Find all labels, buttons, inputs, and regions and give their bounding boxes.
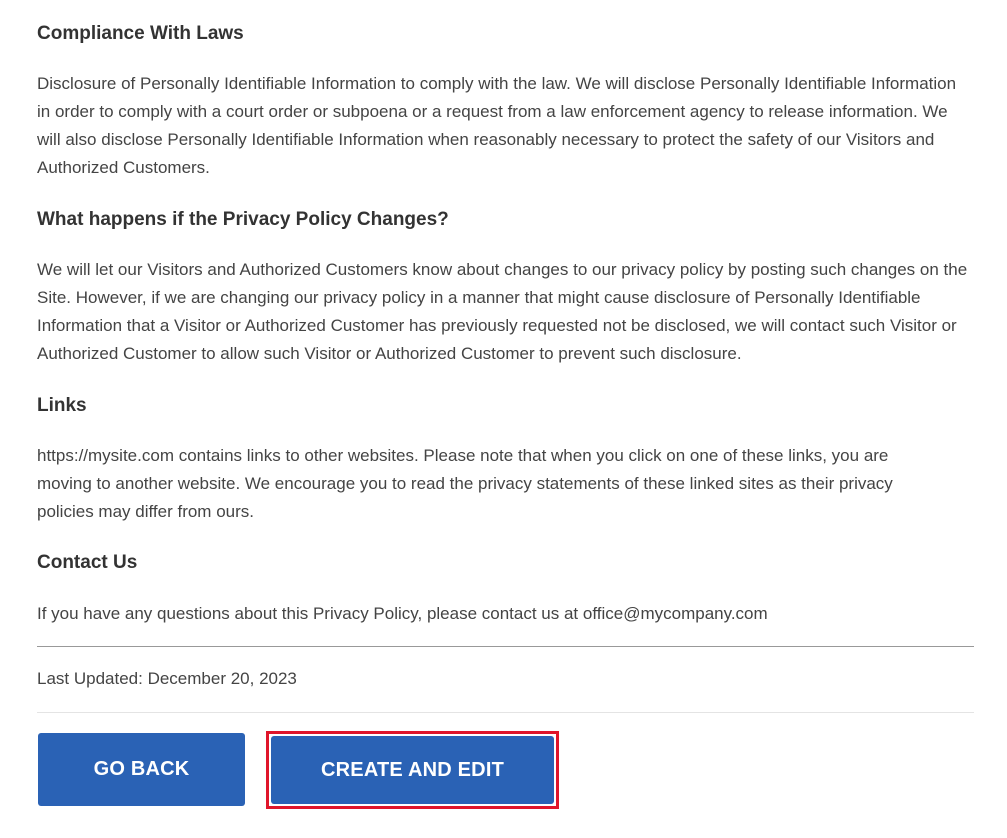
- heading-links: Links: [37, 395, 87, 416]
- paragraph-links: https://mysite.com contains links to other websites. Please note that when you click on one of these links, you are moving to another website. We encourage you to read the privacy statements of these linked sites as their privacy policies may differ from ours.: [37, 446, 893, 521]
- last-updated-text: Last Updated: December 20, 2023: [37, 669, 297, 688]
- create-and-edit-highlight: [266, 731, 559, 809]
- heading-compliance-with-laws: Compliance With Laws: [37, 23, 244, 44]
- divider: [37, 712, 974, 713]
- heading-contact-us: Contact Us: [37, 552, 138, 573]
- heading-privacy-policy-changes: What happens if the Privacy Policy Changes?: [37, 209, 449, 230]
- paragraph-compliance-with-laws: Disclosure of Personally Identifiable Information to comply with the law. We will disclose Personally Identifiable Information in order to comply with a court order or subpoena or a request from a law enforcement agency to release information. We will also disclose Personally Identifiable Information when reasonably necessary to protect the safety of our Visitors and Authorized Customers.: [37, 74, 957, 177]
- divider: [37, 646, 974, 647]
- create-and-edit-button[interactable]: CREATE AND EDIT: [271, 736, 554, 804]
- paragraph-privacy-policy-changes: We will let our Visitors and Authorized Customers know about changes to our privacy policy by posting such changes on the Site. However, if we are changing our privacy policy in a manner that might cause disclosure of Personally Identifiable Information that a Visitor or Authorized Customer has previously requested not be disclosed, we will contact such Visitor or Authorized Customer to allow such Visitor or Authorized Customer to prevent such disclosure.: [37, 260, 968, 363]
- go-back-button[interactable]: GO BACK: [38, 733, 245, 806]
- paragraph-contact-us: If you have any questions about this Privacy Policy, please contact us at office@mycompany.com: [37, 604, 768, 623]
